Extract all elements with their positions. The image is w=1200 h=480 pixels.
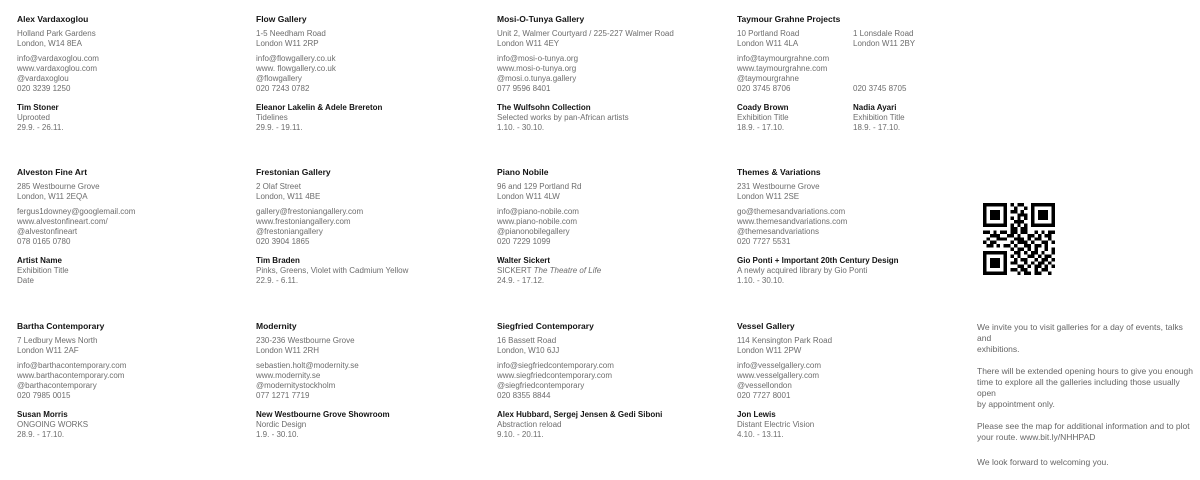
gallery-block bbox=[497, 321, 733, 440]
exhibition-title: A newly acquired library by Gio Ponti bbox=[737, 266, 868, 275]
address-line: London W11 4LW bbox=[497, 192, 560, 201]
address-line: London, W11 4BE bbox=[256, 192, 321, 201]
address bbox=[256, 29, 492, 49]
contact-info bbox=[737, 361, 973, 401]
email-text: fergus1downey@googlemail.com bbox=[17, 207, 136, 216]
address-line: 96 and 129 Portland Rd bbox=[497, 182, 582, 191]
address bbox=[256, 182, 492, 202]
artist-name: Tim Braden bbox=[256, 256, 300, 265]
address-line: 285 Westbourne Grove bbox=[17, 182, 100, 191]
exhibition-dates: 29.9. - 19.11. bbox=[256, 123, 303, 132]
phone-number: 020 3745 8705 bbox=[853, 84, 907, 93]
exhibition-title bbox=[497, 266, 733, 276]
exhibition-info bbox=[497, 256, 733, 286]
phone-number: 078 0165 0780 bbox=[17, 237, 71, 246]
instagram-handle: @barthacontemporary bbox=[17, 381, 97, 390]
address bbox=[853, 29, 969, 49]
exhibition-info bbox=[256, 256, 492, 286]
instagram-handle: @pianonobilegallery bbox=[497, 227, 570, 236]
gallery-block bbox=[737, 14, 973, 133]
phone-number: 020 7727 5531 bbox=[737, 237, 791, 246]
invitation-text-line: We look forward to welcoming you. bbox=[977, 457, 1109, 467]
gallery-block bbox=[17, 14, 253, 133]
phone-number: 020 3239 1250 bbox=[17, 84, 71, 93]
address-line: Holland Park Gardens bbox=[17, 29, 96, 38]
gallery-name: Piano Nobile bbox=[497, 167, 549, 177]
artist-name: Eleanor Lakelin & Adele Brereton bbox=[256, 103, 383, 112]
gallery-name: Themes & Variations bbox=[737, 167, 821, 177]
address-line: London W11 2AF bbox=[17, 346, 79, 355]
contact-info bbox=[497, 207, 733, 247]
address-line: 7 Ledbury Mews North bbox=[17, 336, 98, 345]
artist-name: Jon Lewis bbox=[737, 410, 776, 419]
exhibition-title: Exhibition Title bbox=[853, 113, 905, 122]
address bbox=[497, 182, 733, 202]
email-text: info@barthacontemporary.com bbox=[17, 361, 127, 370]
address bbox=[737, 182, 973, 202]
exhibition-title-prefix: SICKERT bbox=[497, 266, 534, 275]
address-line: London W11 4LA bbox=[737, 39, 799, 48]
invitation-paragraph bbox=[977, 457, 1197, 468]
exhibition-info bbox=[737, 103, 853, 133]
exhibition-dates: 29.9. - 26.11. bbox=[17, 123, 64, 132]
qr-code bbox=[983, 202, 1055, 276]
instagram-handle: @vardaxoglou bbox=[17, 74, 69, 83]
gallery-name: Vessel Gallery bbox=[737, 321, 795, 331]
phone-number: 077 1271 7719 bbox=[256, 391, 310, 400]
website-text: www.mosi-o-tunya.org bbox=[497, 64, 577, 73]
exhibition-title-italic: The Theatre of Life bbox=[533, 266, 602, 275]
exhibition-info bbox=[17, 256, 253, 286]
address-line: London W11 2SE bbox=[737, 192, 800, 201]
invitation-paragraph bbox=[977, 366, 1197, 410]
artist-name: Tim Stoner bbox=[17, 103, 59, 112]
address-line: 114 Kensington Park Road bbox=[737, 336, 833, 345]
invitation-text-line: We invite you to visit galleries for a day of events, talks and bbox=[977, 322, 1183, 343]
exhibition-info bbox=[497, 103, 733, 133]
exhibition-title: Tidelines bbox=[256, 113, 288, 122]
email-text: info@siegfriedcontemporary.com bbox=[497, 361, 614, 370]
website-text: www.taymourgrahne.com bbox=[737, 64, 828, 73]
exhibition-title: Selected works by pan-African artists bbox=[497, 113, 629, 122]
address bbox=[17, 182, 253, 202]
instagram-handle: @vessellondon bbox=[737, 381, 792, 390]
instagram-handle: @modernitystockholm bbox=[256, 381, 336, 390]
exhibition-info bbox=[853, 103, 969, 133]
invitation-text-line: Please see the map for additional information and to plot bbox=[977, 421, 1190, 431]
phone-number: 020 7727 8001 bbox=[737, 391, 791, 400]
spacer bbox=[853, 54, 969, 84]
email-text: info@mosi-o-tunya.org bbox=[497, 54, 579, 63]
phone-number: 020 7985 0015 bbox=[17, 391, 71, 400]
contact-info bbox=[497, 54, 733, 94]
address-line: 1 Lonsdale Road bbox=[853, 29, 914, 38]
taymour-subcolumns bbox=[737, 24, 973, 133]
contact-info bbox=[17, 361, 253, 401]
phone-number: 020 8355 8844 bbox=[497, 391, 551, 400]
exhibition-dates: 22.9. - 6.11. bbox=[256, 276, 299, 285]
address bbox=[737, 29, 853, 49]
gallery-block bbox=[256, 14, 492, 133]
address-line: London W11 2BY bbox=[853, 39, 916, 48]
phone-number: 020 7229 1099 bbox=[497, 237, 551, 246]
exhibition-dates: 28.9. - 17.10. bbox=[17, 430, 65, 439]
instagram-handle: @themesandvariations bbox=[737, 227, 819, 236]
instagram-handle: @siegfriedcontemporary bbox=[497, 381, 585, 390]
contact-info bbox=[256, 361, 492, 401]
exhibition-info bbox=[17, 410, 253, 440]
phone-number: 020 3745 8706 bbox=[737, 84, 791, 93]
address-line: 16 Bassett Road bbox=[497, 336, 557, 345]
artist-name: Gio Ponti + Important 20th Century Design bbox=[737, 256, 899, 265]
gallery-name: Siegfried Contemporary bbox=[497, 321, 594, 331]
address bbox=[737, 336, 973, 356]
contact-info bbox=[17, 54, 253, 94]
address bbox=[256, 336, 492, 356]
taymour-location-1 bbox=[737, 24, 853, 133]
address-line: London W11 2RP bbox=[256, 39, 319, 48]
address-line: 1-5 Needham Road bbox=[256, 29, 326, 38]
gallery-block bbox=[737, 167, 973, 286]
website-text: www.alvestonfineart.com/ bbox=[17, 217, 108, 226]
website-text: www.siegfriedcontemporary.com bbox=[497, 371, 613, 380]
address-line: London, W10 6JJ bbox=[497, 346, 560, 355]
exhibition-dates: 1.9. - 30.10. bbox=[256, 430, 299, 439]
invitation-text bbox=[977, 322, 1197, 479]
exhibition-info bbox=[737, 256, 973, 286]
exhibition-title: Pinks, Greens, Violet with Cadmium Yellow bbox=[256, 266, 409, 275]
address-line: London, W11 2EQA bbox=[17, 192, 88, 201]
phone-number: 020 3904 1865 bbox=[256, 237, 310, 246]
gallery-block bbox=[17, 167, 253, 286]
artist-name: Artist Name bbox=[17, 256, 62, 265]
instagram-handle: @frestoniangallery bbox=[256, 227, 323, 236]
website-text: www.themesandvariations.com bbox=[737, 217, 848, 226]
exhibition-title: Abstraction reload bbox=[497, 420, 562, 429]
contact-info bbox=[497, 361, 733, 401]
artist-name: New Westbourne Grove Showroom bbox=[256, 410, 390, 419]
gallery-block bbox=[497, 14, 733, 133]
exhibition-dates: 18.9. - 17.10. bbox=[737, 123, 785, 132]
gallery-name: Mosi-O-Tunya Gallery bbox=[497, 14, 585, 24]
address-line: London W11 2PW bbox=[737, 346, 802, 355]
invitation-paragraph bbox=[977, 421, 1197, 443]
website-text: www.modernity.se bbox=[256, 371, 321, 380]
exhibition-dates: 24.9. - 17.12. bbox=[497, 276, 545, 285]
address bbox=[497, 29, 733, 49]
invitation-text-line: exhibitions. bbox=[977, 344, 1020, 354]
exhibition-dates: 1.10. - 30.10. bbox=[737, 276, 785, 285]
exhibition-title: Exhibition Title bbox=[737, 113, 789, 122]
invitation-text-line: your route. www.bit.ly/NHHPAD bbox=[977, 432, 1096, 442]
gallery-block bbox=[497, 167, 733, 286]
gallery-name: Taymour Grahne Projects bbox=[737, 14, 841, 24]
address-line: 2 Olaf Street bbox=[256, 182, 301, 191]
website-text: www.vesselgallery.com bbox=[737, 371, 820, 380]
artist-name: Alex Hubbard, Sergej Jensen & Gedi Siboni bbox=[497, 410, 663, 419]
email-text: info@taymourgrahne.com bbox=[737, 54, 830, 63]
website-text: www.frestoniangallery.com bbox=[256, 217, 351, 226]
exhibition-info bbox=[737, 410, 973, 440]
exhibition-dates: 4.10. - 13.11. bbox=[737, 430, 784, 439]
phone-number: 077 9596 8401 bbox=[497, 84, 551, 93]
exhibition-dates: 18.9. - 17.10. bbox=[853, 123, 901, 132]
invitation-text-line: There will be extended opening hours to give you enough bbox=[977, 366, 1193, 376]
taymour-location-2 bbox=[853, 24, 969, 133]
email-text: info@piano-nobile.com bbox=[497, 207, 579, 216]
gallery-name: Alex Vardaxoglou bbox=[17, 14, 89, 24]
exhibition-title: Uprooted bbox=[17, 113, 50, 122]
address-line: 10 Portland Road bbox=[737, 29, 800, 38]
invitation-text-line: by appointment only. bbox=[977, 399, 1055, 409]
email-text: info@vardaxoglou.com bbox=[17, 54, 99, 63]
address bbox=[497, 336, 733, 356]
gallery-name: Frestonian Gallery bbox=[256, 167, 331, 177]
gallery-name: Alveston Fine Art bbox=[17, 167, 88, 177]
website-text: www.vardaxoglou.com bbox=[17, 64, 98, 73]
artist-name: The Wulfsohn Collection bbox=[497, 103, 591, 112]
exhibition-title: ONGOING WORKS bbox=[17, 420, 89, 429]
email-text: info@flowgallery.co.uk bbox=[256, 54, 336, 63]
email-text: info@vesselgallery.com bbox=[737, 361, 822, 370]
website-text: www.piano-nobile.com bbox=[497, 217, 578, 226]
email-text: go@themesandvariations.com bbox=[737, 207, 846, 216]
exhibition-title: Nordic Design bbox=[256, 420, 307, 429]
artist-name: Walter Sickert bbox=[497, 256, 551, 265]
address bbox=[17, 29, 253, 49]
website-text: www. flowgallery.co.uk bbox=[256, 64, 336, 73]
contact-info bbox=[256, 54, 492, 94]
gallery-name: Modernity bbox=[256, 321, 297, 331]
exhibition-info bbox=[497, 410, 733, 440]
website-text: www.barthacontemporary.com bbox=[17, 371, 125, 380]
phone-number: 020 7243 0782 bbox=[256, 84, 310, 93]
contact-info bbox=[17, 207, 253, 247]
exhibition-dates: Date bbox=[17, 276, 34, 285]
instagram-handle: @mosi.o.tunya.gallery bbox=[497, 74, 577, 83]
address-line: 230-236 Westbourne Grove bbox=[256, 336, 355, 345]
instagram-handle: @flowgallery bbox=[256, 74, 302, 83]
exhibition-title: Exhibition Title bbox=[17, 266, 69, 275]
gallery-block bbox=[256, 167, 492, 286]
address-line: London W11 4EY bbox=[497, 39, 560, 48]
address bbox=[17, 336, 253, 356]
exhibition-info bbox=[256, 103, 492, 133]
instagram-handle: @taymourgrahne bbox=[737, 74, 799, 83]
artist-name: Nadia Ayari bbox=[853, 103, 897, 112]
artist-name: Susan Morris bbox=[17, 410, 68, 419]
address-line: Unit 2, Walmer Courtyard / 225-227 Walmer Road bbox=[497, 29, 674, 38]
invitation-text-line: time to explore all the galleries including those usually open bbox=[977, 377, 1180, 398]
gallery-block bbox=[256, 321, 492, 440]
gallery-name: Bartha Contemporary bbox=[17, 321, 105, 331]
email-text: gallery@frestoniangallery.com bbox=[256, 207, 364, 216]
contact-info bbox=[737, 54, 853, 94]
address-line: London W11 2RH bbox=[256, 346, 319, 355]
invitation-paragraph bbox=[977, 322, 1197, 355]
address-line: London, W14 8EA bbox=[17, 39, 82, 48]
artist-name: Coady Brown bbox=[737, 103, 789, 112]
contact-info bbox=[256, 207, 492, 247]
exhibition-dates: 9.10. - 20.11. bbox=[497, 430, 544, 439]
gallery-block bbox=[737, 321, 973, 440]
exhibition-title: Distant Electric Vision bbox=[737, 420, 815, 429]
address-line: 231 Westbourne Grove bbox=[737, 182, 820, 191]
instagram-handle: @alvestonfineart bbox=[17, 227, 78, 236]
exhibition-info bbox=[17, 103, 253, 133]
email-text: sebastien.holt@modernity.se bbox=[256, 361, 359, 370]
exhibition-info bbox=[256, 410, 492, 440]
gallery-name: Flow Gallery bbox=[256, 14, 307, 24]
gallery-block bbox=[17, 321, 253, 440]
exhibition-dates: 1.10. - 30.10. bbox=[497, 123, 545, 132]
contact-info bbox=[737, 207, 973, 247]
